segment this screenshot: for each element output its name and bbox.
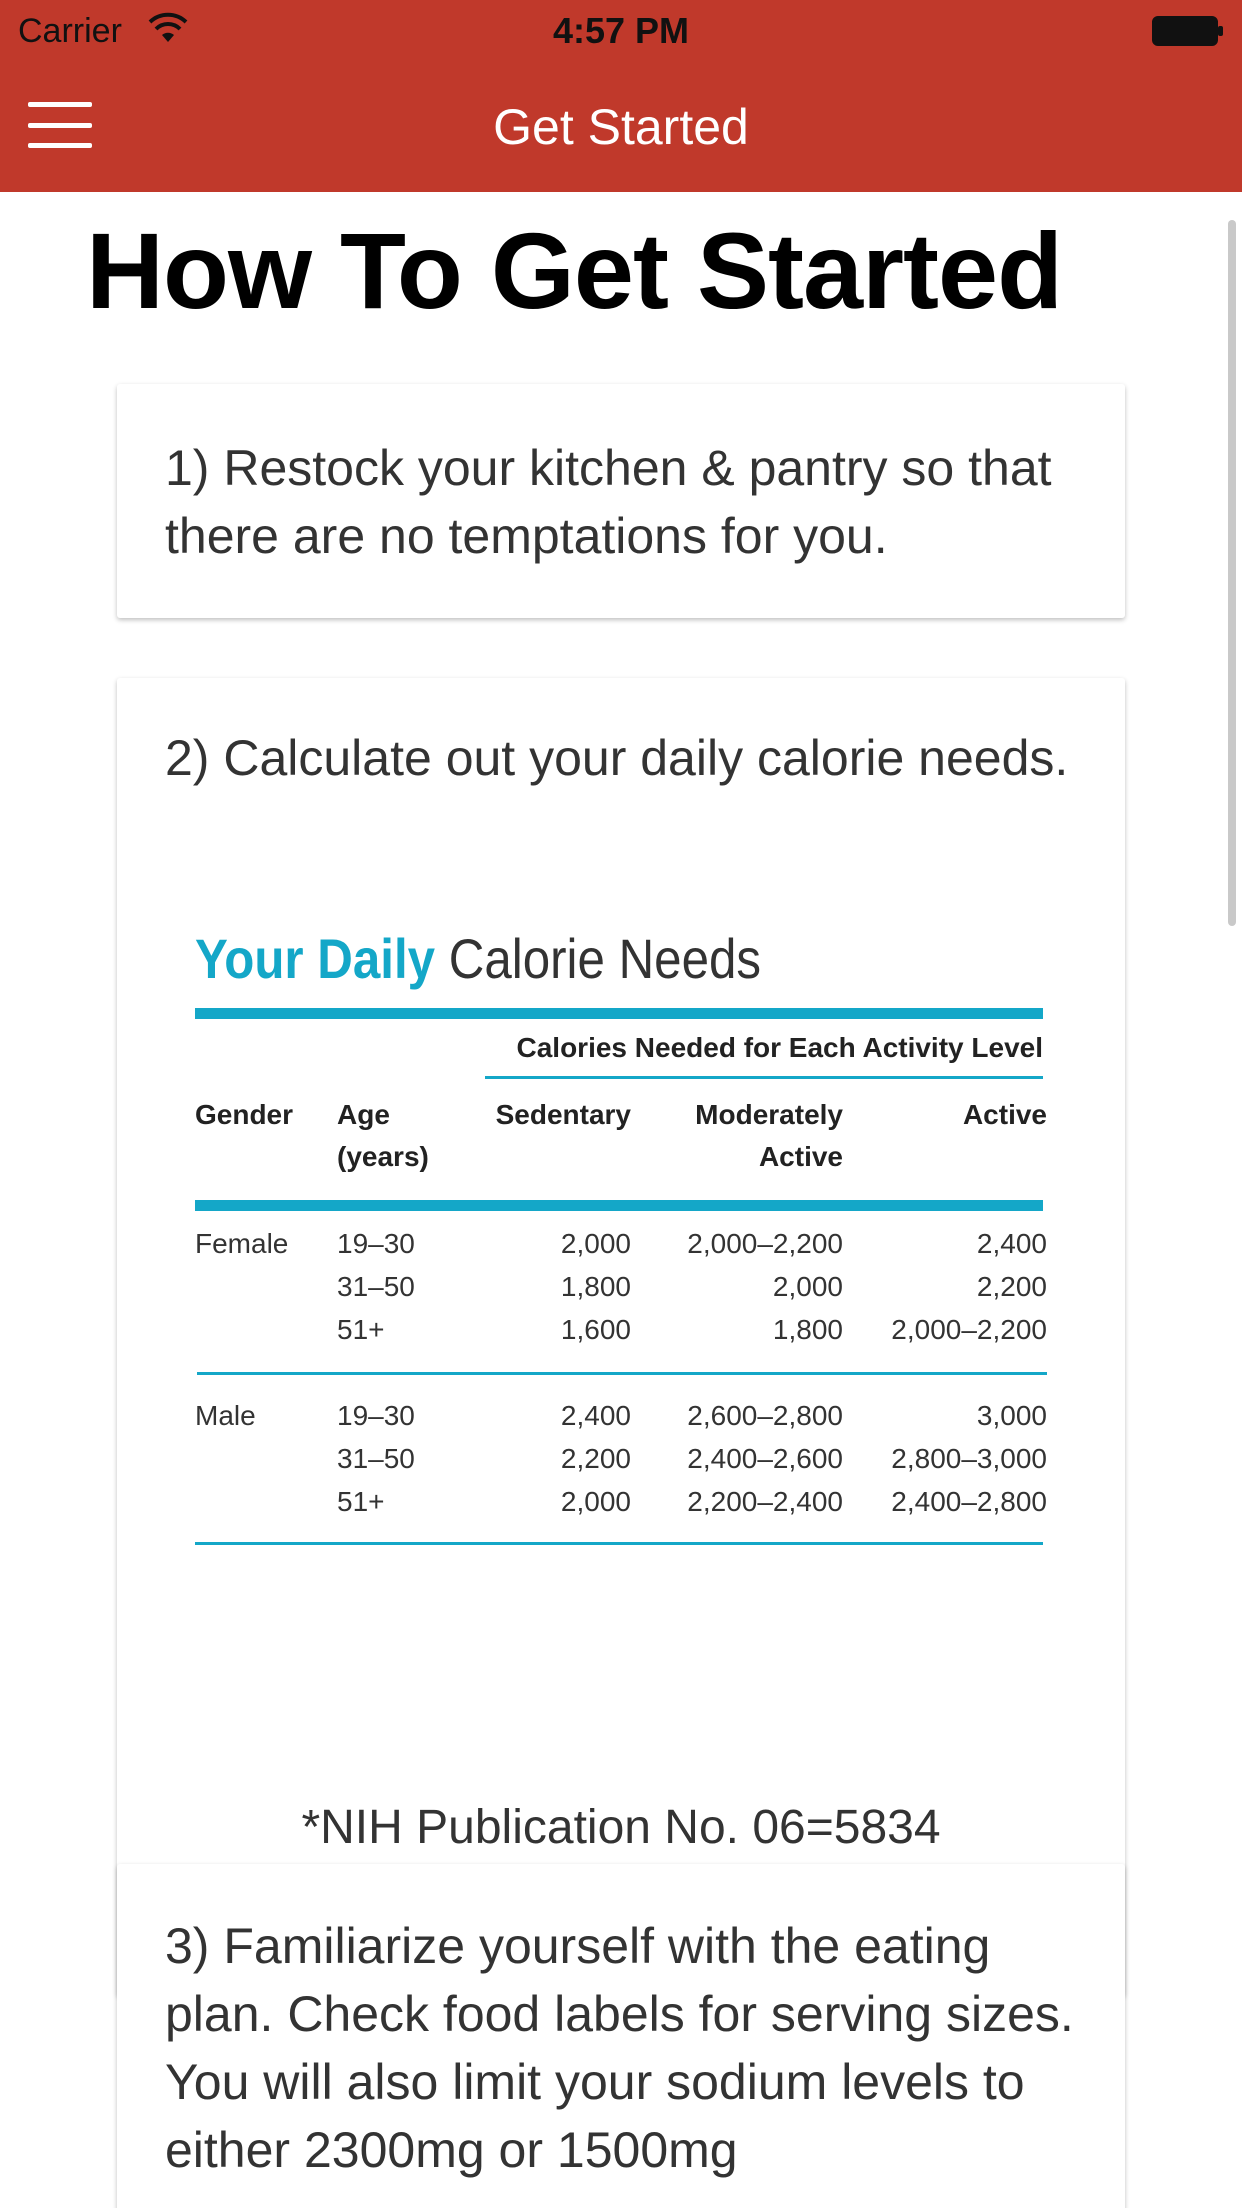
age-cell: 19–30 [337,1228,415,1259]
table-header-rule [195,1200,1043,1211]
moderately-active-cell: 2,200–2,400 [687,1486,843,1517]
vertical-scrollbar[interactable] [1228,220,1236,926]
age-cell: 19–30 [337,1400,415,1431]
nav-title: Get Started [493,99,749,155]
activity-level-header: Calories Needed for Each Activity Level [516,1032,1043,1063]
group-divider-rule [197,1372,1047,1375]
column-header-age: Age (years) [337,1099,429,1172]
age-cell: 51+ [337,1314,385,1345]
column-header-sedentary: Sedentary [495,1099,631,1130]
calorie-table-title [195,928,952,990]
step-1-text: 1) Restock your kitchen & pantry so that there are no temptations for you. [165,440,1052,564]
moderately-active-cell: 2,000–2,200 [687,1228,843,1259]
status-time: 4:57 PM [552,10,690,51]
active-cell: 2,400 [976,1228,1047,1259]
gender-cell: Female [195,1228,289,1259]
step-card-2 [117,678,1125,1996]
table-top-rule [195,1008,1043,1019]
step-2-text: 2) Calculate out your daily calorie needs. [165,730,1069,786]
navigation-bar [0,60,1242,192]
moderately-active-cell: 2,400–2,600 [687,1443,843,1474]
calorie-needs-table [195,927,1055,1517]
active-cell: 2,800–3,000 [891,1443,1047,1474]
sedentary-cell: 2,000 [560,1228,631,1259]
active-cell: 2,200 [976,1271,1047,1302]
age-cell: 51+ [337,1486,385,1517]
age-cell: 31–50 [337,1271,415,1302]
moderately-active-cell: 1,800 [772,1314,843,1345]
gender-cell: Male [195,1400,256,1431]
active-cell: 2,000–2,200 [891,1314,1047,1345]
table-bottom-rule [195,1542,1043,1545]
sedentary-cell: 2,200 [560,1443,631,1474]
sedentary-cell: 1,800 [560,1271,631,1302]
active-cell: 3,000 [976,1400,1047,1431]
step-card-1 [117,384,1125,618]
page-title: How To Get Started [86,210,1063,331]
moderately-active-cell: 2,000 [772,1271,843,1302]
scroll-content[interactable] [0,192,1242,2208]
age-cell: 31–50 [337,1443,415,1474]
active-cell: 2,400–2,800 [891,1486,1047,1517]
step-card-3 [117,1864,1125,2208]
sedentary-cell: 1,600 [560,1314,631,1345]
sedentary-cell: 2,400 [560,1400,631,1431]
sedentary-cell: 2,000 [560,1486,631,1517]
step-3-text: 3) Familiarize yourself with the eating plan. Check food labels for serving sizes. You will also limit your sodium levels to either 2300mg or 1500mg [165,1918,1074,2178]
source-note: *NIH Publication No. 06=5834 [301,1801,941,1854]
battery-icon [1152,16,1224,46]
moderately-active-cell: 2,600–2,800 [687,1400,843,1431]
column-header-moderately-active: Moderately Active [695,1099,843,1172]
column-header-active: Active [962,1099,1047,1130]
status-bar [0,0,1242,60]
carrier-label: Carrier [18,12,122,50]
calorie-table-title-light: Calorie Needs [435,927,762,990]
activity-header-rule [485,1076,1043,1079]
calorie-table-title-bold: Your Daily [195,927,436,990]
column-header-gender: Gender [195,1099,294,1130]
